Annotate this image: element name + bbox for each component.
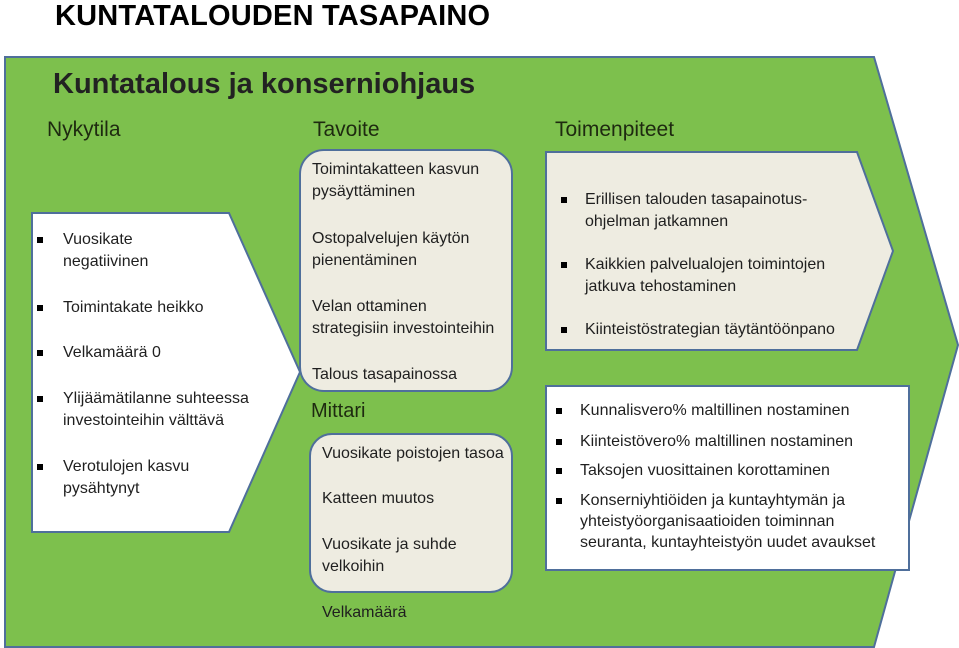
bullet-icon [37, 237, 43, 243]
bullet-icon [37, 305, 43, 311]
list-item: Kunnalisvero% maltillinen nostaminen [556, 400, 896, 422]
mittari-item: Vuosikate poistojen tasoa [322, 445, 504, 462]
list-item: Kiinteistövero% maltillinen nostaminen [556, 431, 896, 453]
bullet-icon [37, 350, 43, 356]
list-item: Kaikkien palvelualojen toimintojen jatkuva tehostaminen [561, 254, 851, 298]
list-item: Verotulojen kasvu pysähtynyt [37, 456, 267, 500]
tavoite-heading: Tavoite [313, 118, 380, 141]
list-item: Ylijäämätilanne suhteessa investointeihin välttävä [37, 388, 272, 432]
bullet-icon [37, 396, 43, 402]
bullet-icon [556, 498, 562, 504]
list-item: Toimintakate heikko [37, 297, 267, 319]
list-item: Vuosikate negatiivinen [37, 229, 267, 273]
bullet-icon [561, 197, 567, 203]
page-title: KUNTATALOUDEN TASAPAINO [55, 0, 491, 32]
tavoite-item: Toimintakatteen kasvun pysäyttäminen [312, 161, 480, 200]
mittari-item: Katteen muutos [322, 490, 435, 507]
mittari-item: Velkamäärä [322, 604, 407, 621]
list-item: Velkamäärä 0 [37, 342, 267, 364]
tavoite-item: Talous tasapainossa [312, 366, 457, 383]
mittari-heading: Mittari [311, 400, 366, 422]
tavoite-item: Ostopalvelujen käytön pienentäminen [312, 230, 470, 269]
bullet-icon [556, 408, 562, 414]
list-item: Taksojen vuosittainen korottaminen [556, 460, 896, 482]
bullet-icon [556, 439, 562, 445]
panel-subtitle: Kuntatalous ja konserniohjaus [53, 68, 476, 100]
mittari-item: Vuosikate ja suhde velkoihin [322, 536, 457, 575]
toimenpiteet-heading: Toimenpiteet [555, 118, 675, 141]
tavoite-item: Velan ottaminen strategisiin investointeihin [312, 298, 495, 337]
bullet-icon [561, 262, 567, 268]
list-item: Konserniyhtiöiden ja kuntayhtymän ja yhteistyöorganisaatioiden toiminnan seuranta, kuntayhteistyön uudet avaukset [556, 490, 901, 553]
bullet-icon [37, 464, 43, 470]
bullet-icon [561, 327, 567, 333]
list-item: Kiinteistöstrategian täytäntöönpano [561, 319, 861, 341]
bullet-icon [556, 468, 562, 474]
nykytila-heading: Nykytila [47, 118, 121, 141]
list-item: Erillisen talouden tasapainotus-ohjelman jatkamnen [561, 189, 851, 233]
